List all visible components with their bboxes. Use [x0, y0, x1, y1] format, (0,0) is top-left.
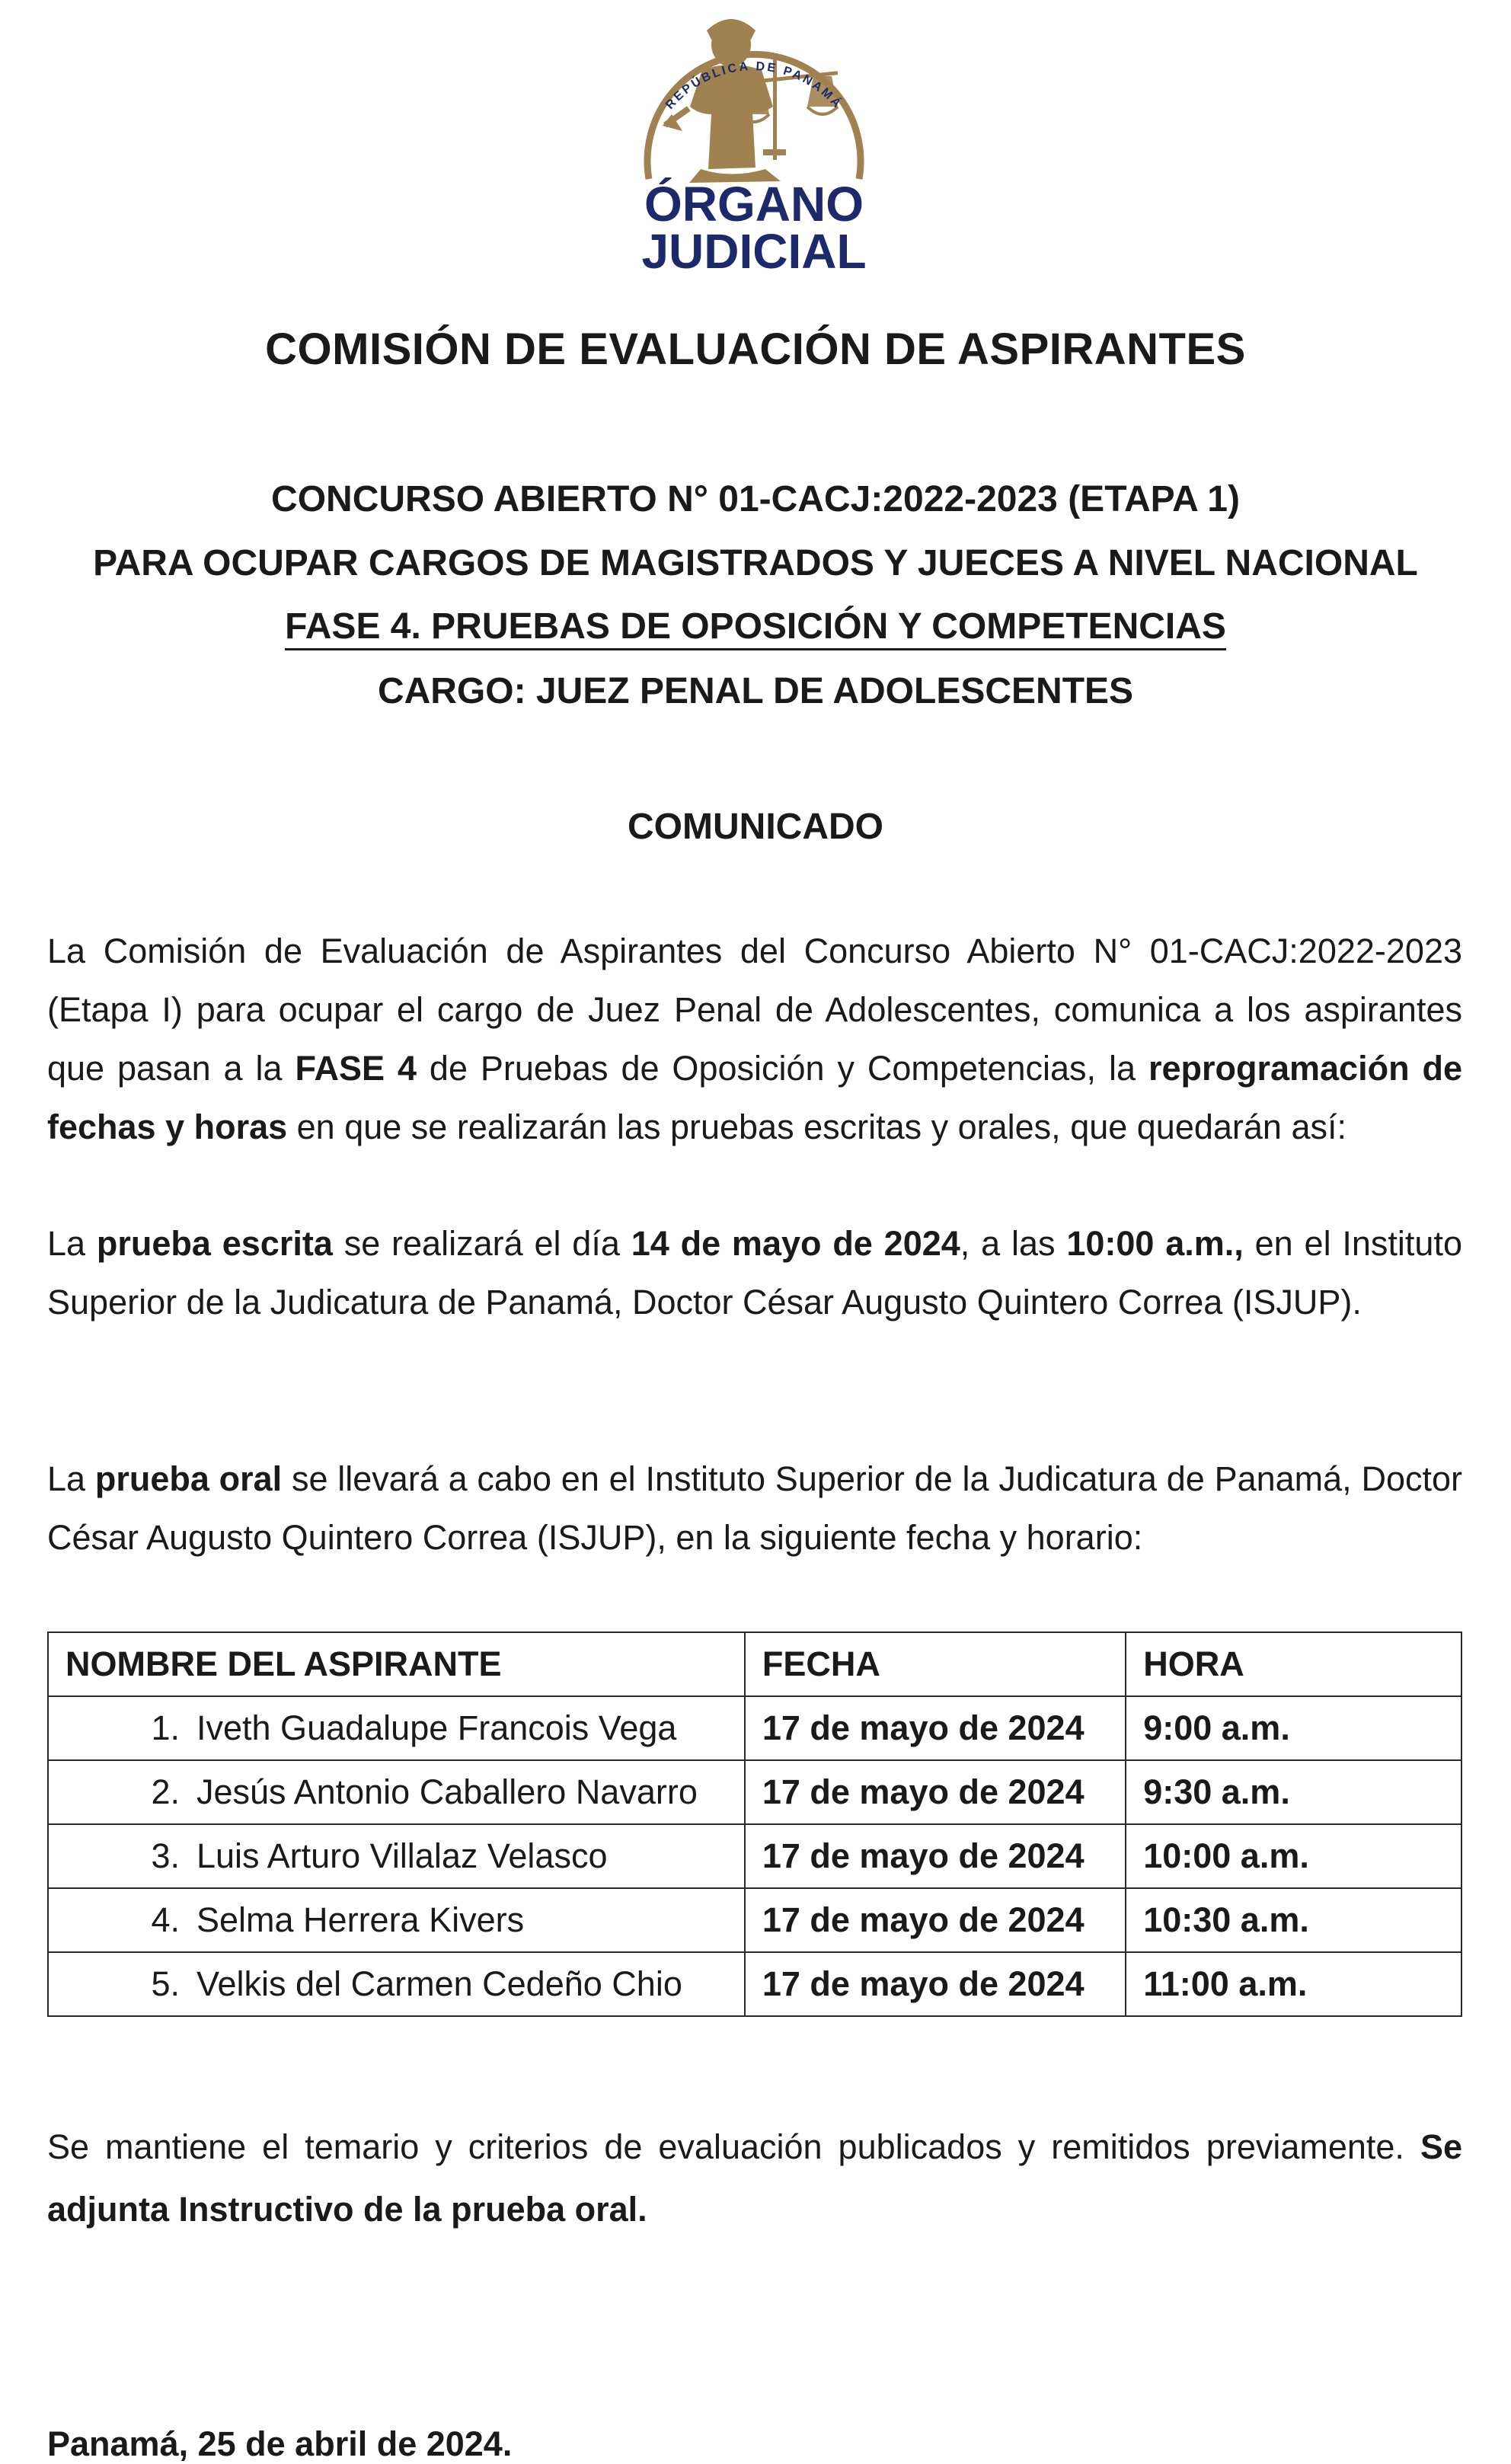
phase-title — [0, 606, 1511, 647]
text-run: , a las — [960, 1224, 1067, 1263]
row-number: 1. — [151, 1708, 180, 1747]
table-row — [48, 1824, 1461, 1888]
row-number: 5. — [151, 1964, 180, 2003]
commission-title: COMISIÓN DE EVALUACIÓN DE ASPIRANTES — [265, 324, 1246, 374]
cell-date: 17 de mayo de 2024 — [745, 1696, 1126, 1760]
aspirant-name: Velkis del Carmen Cedeño Chio — [196, 1964, 682, 2003]
cell-date: 17 de mayo de 2024 — [745, 1760, 1126, 1824]
cell-name — [48, 1952, 745, 2016]
paragraph-closing-note — [47, 2116, 1462, 2241]
comunicado-title: COMUNICADO — [628, 807, 883, 847]
text-run: en que se realizarán las pruebas escritas y orales, que quedarán así: — [287, 1107, 1346, 1146]
bold-run: prueba oral — [94, 1459, 283, 1498]
logo-line1: ÓRGANO — [644, 177, 864, 232]
table-row — [48, 1888, 1461, 1952]
row-number: 4. — [151, 1900, 180, 1939]
logo-line2: JUDICIAL — [641, 224, 867, 279]
row-number: 2. — [151, 1772, 180, 1811]
bold-run: 14 de mayo de 2024 — [631, 1224, 960, 1263]
oral-test-schedule-table — [47, 1631, 1462, 2017]
table-header-row — [48, 1632, 1461, 1696]
paragraph-written-test — [47, 1214, 1462, 1331]
cell-name — [48, 1760, 745, 1824]
cell-date: 17 de mayo de 2024 — [745, 1824, 1126, 1888]
row-number: 3. — [151, 1836, 180, 1875]
justice-emblem-icon — [617, 0, 891, 282]
paragraph-intro — [47, 922, 1462, 1156]
contest-purpose: PARA OCUPAR CARGOS DE MAGISTRADOS Y JUECES A NIVEL NACIONAL — [93, 543, 1418, 583]
cell-time: 11:00 a.m. — [1126, 1952, 1461, 2016]
cell-time: 9:30 a.m. — [1126, 1760, 1461, 1824]
cell-time: 10:00 a.m. — [1126, 1824, 1461, 1888]
cell-name — [48, 1824, 745, 1888]
header-date: FECHA — [745, 1632, 1126, 1696]
text-run: La — [47, 1459, 95, 1498]
bold-run: 10:00 a.m., — [1066, 1224, 1244, 1263]
cell-name — [48, 1696, 745, 1760]
table-row — [48, 1760, 1461, 1824]
phase-title-text: FASE 4. PRUEBAS DE OPOSICIÓN Y COMPETENCIAS — [285, 606, 1226, 650]
bold-run: prueba escrita — [96, 1224, 333, 1263]
aspirant-name: Selma Herrera Kivers — [196, 1900, 525, 1939]
cell-date: 17 de mayo de 2024 — [745, 1888, 1126, 1952]
logo-arc-text: REPÚBLICA DE PANAMÁ — [663, 59, 845, 112]
text-run: se realizará el día — [332, 1224, 631, 1263]
text-run: de Pruebas de Oposición y Competencias, la — [416, 1049, 1148, 1088]
cell-date: 17 de mayo de 2024 — [745, 1952, 1126, 2016]
text-run: se llevará a cabo en el Instituto Superior de la Judicatura de Panamá, Doctor César Augusto Quintero Correa (ISJUP), en la siguiente fecha y horario: — [47, 1459, 1462, 1557]
header-name: NOMBRE DEL ASPIRANTE — [48, 1632, 745, 1696]
aspirant-name: Iveth Guadalupe Francois Vega — [196, 1708, 677, 1747]
position-title: CARGO: JUEZ PENAL DE ADOLESCENTES — [377, 671, 1134, 711]
table-row — [48, 1952, 1461, 2016]
aspirant-name: Luis Arturo Villalaz Velasco — [196, 1836, 608, 1875]
text-run: La — [47, 1224, 97, 1263]
contest-title: CONCURSO ABIERTO N° 01-CACJ:2022-2023 (ETAPA 1) — [271, 479, 1240, 519]
bold-run: reprogramación de fechas y horas — [47, 1049, 1462, 1146]
text-run: La Comisión de Evaluación de Aspirantes del Concurso Abierto N° 01-CACJ:2022-2023 (Etapa I) para ocupar el cargo de Juez Penal de Adolescentes, comunica a los aspirantes que pasan a la — [47, 932, 1462, 1088]
text-run: en el Instituto Superior de la Judicatura de Panamá, Doctor César Augusto Quintero Correa (ISJUP). — [47, 1224, 1462, 1321]
aspirant-name: Jesús Antonio Caballero Navarro — [196, 1772, 698, 1811]
bold-run: FASE 4 — [295, 1049, 417, 1088]
organo-judicial-logo — [617, 0, 891, 282]
text-run: Se mantiene el temario y criterios de evaluación publicados y remitidos previamente. — [47, 2127, 1420, 2166]
table-row — [48, 1696, 1461, 1760]
header-time: HORA — [1126, 1632, 1461, 1696]
date-signature: Panamá, 25 de abril de 2024. — [47, 2424, 513, 2463]
cell-name — [48, 1888, 745, 1952]
paragraph-oral-test — [47, 1449, 1462, 1567]
bold-run: Se adjunta Instructivo de la prueba oral. — [47, 2127, 1462, 2229]
cell-time: 10:30 a.m. — [1126, 1888, 1461, 1952]
cell-time: 9:00 a.m. — [1126, 1696, 1461, 1760]
